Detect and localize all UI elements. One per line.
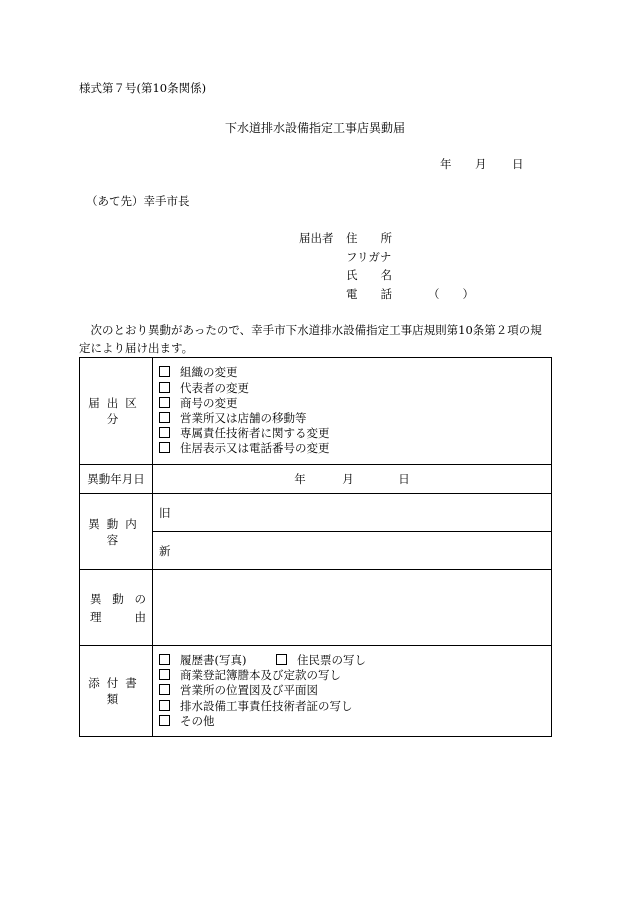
checkbox-icon[interactable]: [159, 412, 170, 423]
reporter-role: 届出者: [299, 231, 334, 245]
category-option[interactable]: 専属責任技術者に関する変更: [159, 426, 551, 441]
attachment-option[interactable]: 営業所の位置図及び平面図: [159, 683, 551, 698]
content-new-label: 新: [159, 543, 171, 558]
document-title: 下水道排水設備指定工事店異動届: [224, 121, 405, 135]
form-number: 様式第７号(第10条関係): [79, 81, 207, 95]
attachment-option[interactable]: 排水設備工事責任技術者証の写し: [159, 699, 551, 714]
change-date-month: 月: [342, 472, 354, 486]
category-label-cell: [80, 358, 153, 465]
reason-label-cell: [80, 570, 153, 646]
change-date-year: 年: [294, 472, 306, 486]
date-day: 日: [512, 157, 524, 171]
category-label: 届出区分: [88, 396, 144, 426]
checkbox-icon[interactable]: [276, 654, 287, 665]
checkbox-icon[interactable]: [159, 669, 170, 680]
reason-char: 由: [134, 609, 146, 624]
checkbox-icon[interactable]: [159, 427, 170, 438]
change-date-label: 異動年月日: [80, 465, 153, 494]
furigana-label: フリガナ: [346, 250, 392, 264]
content-old-row: [80, 494, 552, 532]
reason-char: の: [134, 591, 146, 606]
body-text-line-1: 次のとおり異動があったので、幸手市下水道排水設備指定工事店規則第10条第２項の規: [79, 323, 542, 337]
body-text: [79, 321, 559, 357]
category-option[interactable]: 住居表示又は電話番号の変更: [159, 441, 551, 456]
category-option[interactable]: 代表者の変更: [159, 381, 551, 396]
category-options-cell: [153, 358, 552, 465]
attachment-option[interactable]: 履歴書(写真) 住民票の写し: [159, 653, 551, 668]
phone-parentheses: （ ）: [428, 287, 474, 301]
attachments-row: [80, 646, 552, 737]
attachment-option[interactable]: その他: [159, 714, 551, 729]
content-old-cell[interactable]: [153, 494, 552, 532]
content-label-cell: [80, 494, 153, 570]
checkbox-icon[interactable]: [159, 382, 170, 393]
reason-char: 動: [112, 591, 124, 606]
checkbox-icon[interactable]: [159, 654, 170, 665]
change-date-row: [80, 465, 552, 494]
content-old-label: 旧: [159, 505, 171, 520]
content-label: 異動内容: [88, 516, 144, 547]
name-label: 氏 名: [346, 268, 392, 282]
attachments-label-cell: [80, 646, 153, 737]
checkbox-icon[interactable]: [159, 366, 170, 377]
category-option[interactable]: 組織の変更: [159, 365, 551, 380]
address-label: 住 所: [346, 231, 392, 245]
checkbox-icon[interactable]: [159, 397, 170, 408]
change-form-table: [79, 357, 552, 737]
addressee: （あて先）幸手市長: [86, 194, 190, 208]
reason-cell[interactable]: [153, 570, 552, 646]
category-option[interactable]: 営業所又は店舗の移動等: [159, 411, 551, 426]
change-date-cell[interactable]: [153, 465, 552, 494]
checkbox-icon[interactable]: [159, 442, 170, 453]
reason-row: [80, 570, 552, 646]
attachments-cell: [153, 646, 552, 737]
checkbox-icon[interactable]: [159, 715, 170, 726]
date-month: 月: [475, 157, 487, 171]
phone-label: 電 話: [346, 287, 392, 301]
category-option[interactable]: 商号の変更: [159, 396, 551, 411]
change-date-day: 日: [398, 472, 410, 486]
attachments-label: 添付書類: [88, 676, 144, 706]
checkbox-icon[interactable]: [159, 684, 170, 695]
attachment-option[interactable]: 商業登記簿謄本及び定款の写し: [159, 668, 551, 683]
category-row: [80, 358, 552, 465]
body-text-line-2: 定により届け出ます。: [79, 341, 194, 355]
date-year: 年: [440, 157, 452, 171]
checkbox-icon[interactable]: [159, 700, 170, 711]
reason-char: 異: [90, 591, 102, 606]
content-new-cell[interactable]: [153, 532, 552, 570]
reason-char: 理: [90, 609, 102, 624]
